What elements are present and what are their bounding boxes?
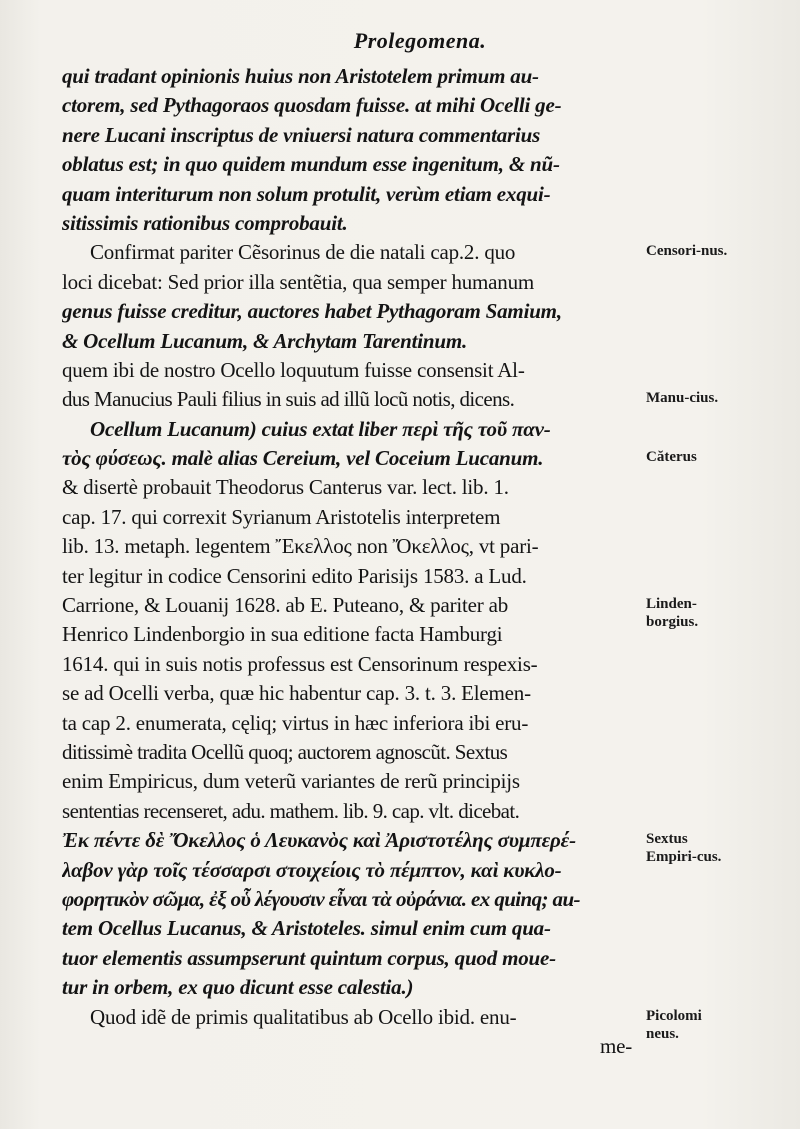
- text-line: cap. 17. qui correxit Syrianum Aristotelis interpretem: [62, 504, 501, 529]
- text-line: & disertè probauit Theodorus Canterus var. lect. lib. 1.: [62, 475, 509, 500]
- text-line: λαβον γὰρ τοῖς τέσσαρσι στοιχείοις τὸ πέμπτον, καὶ κυκλο-: [62, 857, 562, 882]
- text-line: Ἐκ πέντε δὲ Ὄκελλος ὁ Λευκανὸς καὶ Ἀριστοτέλης συμπερέ-: [62, 828, 576, 853]
- text-line: ta cap 2. enumerata, cęliq; virtus in hæc inferiora ibi eru-: [62, 710, 529, 735]
- text-line: ctorem, sed Pythagoraos quosdam fuisse. at mihi Ocelli ge-: [62, 93, 562, 118]
- marginal-note: Căterus: [646, 449, 697, 466]
- text-line: tuor elementis assumpserunt quintum corpus, quod moue-: [62, 945, 556, 970]
- text-line: Confirmat pariter Cẽsorinus de die natali cap.2. quo: [90, 240, 516, 265]
- text-line: Carrione, & Louanij 1628. ab E. Puteano, & pariter ab: [62, 593, 509, 618]
- text-line: me-: [599, 1033, 632, 1058]
- text-line: φορητικὸν σῶμα, ἐξ οὗ λέγουσιν εἶναι τὰ οὐράνια. ex quinq; au-: [62, 886, 580, 911]
- text-body: [62, 62, 642, 1061]
- text-line: Ocellum Lucanum) cuius extat liber περὶ τῆς τοῦ παν-: [90, 416, 551, 441]
- text-line: ter legitur in codice Censorini edito Parisijs 1583. a Lud.: [62, 563, 527, 588]
- text-line: ditissimè tradita Ocellũ quoq; auctorem agnoscũt. Sextus: [62, 739, 508, 764]
- text-line: & Ocellum Lucanum, & Archytam Tarentinum.: [62, 328, 468, 353]
- text-line: sententias recenseret, adu. mathem. lib. 9. cap. vlt. dicebat.: [62, 798, 520, 823]
- text-line: dus Manucius Pauli filius in suis ad illũ locũ notis, dicens.: [62, 387, 515, 412]
- running-header: Prolegomena.: [353, 28, 487, 53]
- text-line: se ad Ocelli verba, quæ hic habentur cap. 3. t. 3. Elemen-: [62, 681, 531, 706]
- text-line: loci dicebat: Sed prior illa sentẽtia, qua semper humanum: [62, 269, 535, 294]
- text-line: oblatus est; in quo quidem mundum esse ingenitum, & nũ-: [62, 152, 560, 177]
- marginal-note: Censori-nus.: [646, 243, 728, 260]
- text-line: quam interiturum non solum protulit, verùm etiam exqui-: [62, 181, 551, 206]
- text-line: genus fuisse creditur, auctores habet Pythagoram Samium,: [62, 299, 562, 324]
- marginal-note: Sextus Empiri-cus.: [646, 831, 722, 866]
- text-line: 1614. qui in suis notis professus est Censorinum respexis-: [62, 651, 538, 676]
- marginal-note: Manu-cius.: [646, 390, 719, 407]
- text-line: nere Lucani inscriptus de vniuersi natura commentarius: [62, 122, 541, 147]
- text-line: quem ibi de nostro Ocello loquutum fuisse consensit Al-: [62, 357, 525, 382]
- text-line: tur in orbem, ex quo dicunt esse calestia.): [62, 975, 414, 1000]
- text-line: qui tradant opinionis huius non Aristotelem primum au-: [62, 64, 539, 88]
- text-line: sitissimis rationibus comprobauit.: [62, 210, 348, 235]
- marginal-note: Picolomi neus.: [646, 1007, 702, 1042]
- text-line: enim Empiricus, dum veterũ variantes de rerũ principijs: [62, 769, 520, 794]
- text-line: Henrico Lindenborgio in sua editione facta Hamburgi: [62, 622, 503, 647]
- text-line: τὸς φύσεως. malè alias Cereium, vel Coceium Lucanum.: [62, 446, 544, 471]
- text-line: lib. 13. metaph. legentem Ἔκελλος non Ὄκελλος, vt pari-: [62, 534, 539, 559]
- text-line: tem Ocellus Lucanus, & Aristoteles. simul enim cum qua-: [62, 916, 551, 941]
- marginal-note: Linden-borgius.: [646, 596, 699, 631]
- text-line: Quod idẽ de primis qualitatibus ab Ocello ibid. enu-: [90, 1004, 517, 1029]
